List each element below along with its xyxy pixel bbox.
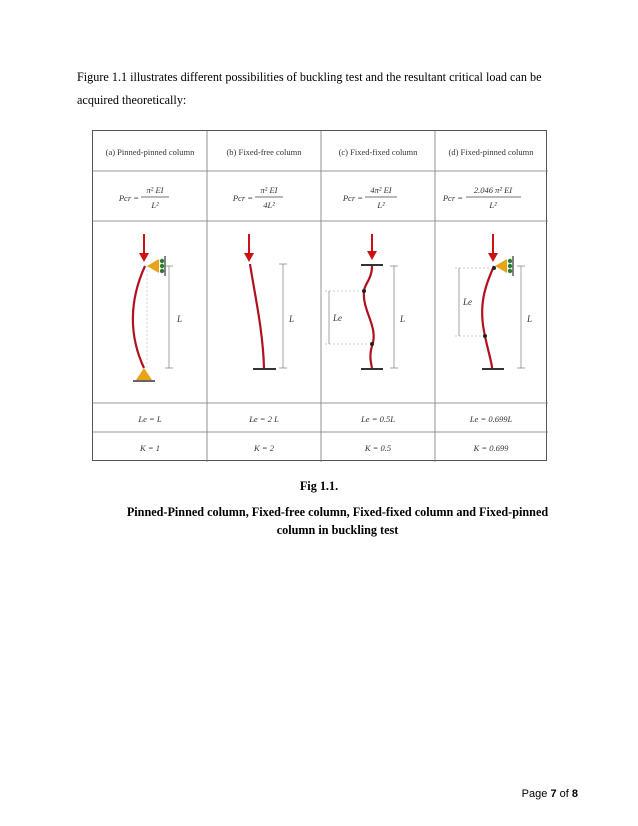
buckling-figure bbox=[92, 130, 547, 461]
intro-line-1: Figure 1.1 illustrates different possibilities of buckling test and the resultant critical load can be bbox=[77, 70, 542, 84]
caption-line-1: Pinned-Pinned column, Fixed-free column, Fixed-fixed column and Fixed-pinned bbox=[126, 505, 549, 519]
load-arrow-head bbox=[367, 251, 377, 260]
pcr-symbol: Pcr = bbox=[232, 193, 253, 203]
formula-c bbox=[342, 185, 397, 210]
length-label: L bbox=[400, 314, 406, 324]
pcr-symbol: Pcr = bbox=[118, 193, 139, 203]
pcr-numerator: 4π² EI bbox=[370, 185, 392, 195]
k-factor-b: K = 2 bbox=[254, 443, 274, 453]
buckling-figure-svg bbox=[93, 131, 548, 462]
pcr-denominator: L² bbox=[151, 200, 159, 210]
buckled-column bbox=[482, 266, 494, 368]
intro-paragraph bbox=[77, 66, 567, 112]
k-factor-c: K = 0.5 bbox=[364, 443, 392, 453]
effective-length-d: Le = 0.699L bbox=[469, 414, 513, 424]
formula-a bbox=[118, 185, 169, 210]
effective-length-b: Le = 2 L bbox=[249, 414, 279, 424]
length-label: L bbox=[527, 314, 533, 324]
column-diagram-a bbox=[133, 234, 182, 381]
of-word: of bbox=[559, 788, 569, 800]
pin-support-top bbox=[147, 259, 159, 273]
effective-length-label: Le bbox=[463, 297, 472, 307]
load-arrow-head bbox=[244, 253, 254, 262]
effective-length-c: Le = 0.5L bbox=[361, 414, 395, 424]
roller bbox=[160, 264, 164, 268]
pcr-symbol: Pcr = bbox=[342, 193, 363, 203]
roller bbox=[160, 269, 164, 273]
header-c: (c) Fixed-fixed column bbox=[338, 147, 418, 157]
page-current: 7 bbox=[550, 788, 557, 800]
inflection-point bbox=[370, 342, 374, 346]
pin-support-top bbox=[495, 259, 507, 273]
figure-caption-description bbox=[110, 503, 565, 539]
k-factor-d: K = 0.699 bbox=[473, 443, 509, 453]
header-d: (d) Fixed-pinned column bbox=[448, 147, 534, 157]
buckled-column bbox=[250, 264, 264, 368]
page-total: 8 bbox=[571, 788, 578, 800]
page-word: Page bbox=[521, 788, 548, 800]
load-arrow-head bbox=[139, 253, 149, 262]
pcr-numerator: π² EI bbox=[146, 185, 164, 195]
header-a: (a) Pinned-pinned column bbox=[105, 147, 195, 157]
pcr-denominator: L² bbox=[377, 200, 385, 210]
effective-length-label: Le bbox=[333, 313, 342, 323]
length-label: L bbox=[289, 314, 295, 324]
formula-d bbox=[442, 185, 521, 210]
inflection-point bbox=[362, 289, 366, 293]
load-arrow-head bbox=[488, 253, 498, 262]
pcr-denominator: 4L² bbox=[263, 200, 275, 210]
inflection-point bbox=[492, 266, 496, 270]
column-diagram-c bbox=[325, 234, 405, 369]
column-diagram-b bbox=[244, 234, 294, 369]
inflection-point bbox=[483, 334, 487, 338]
roller bbox=[508, 259, 512, 263]
figure-grid bbox=[93, 131, 548, 462]
pcr-symbol: Pcr = bbox=[442, 193, 463, 203]
pin-support-bottom bbox=[136, 368, 152, 380]
roller bbox=[508, 269, 512, 273]
header-b: (b) Fixed-free column bbox=[226, 147, 302, 157]
effective-length-a: Le = L bbox=[138, 414, 162, 424]
buckled-column bbox=[364, 266, 374, 368]
page-number bbox=[522, 788, 578, 800]
column-diagram-d bbox=[455, 234, 532, 369]
k-factor-a: K = 1 bbox=[140, 443, 160, 453]
roller bbox=[508, 264, 512, 268]
intro-line-2: acquired theoretically: bbox=[77, 93, 187, 107]
caption-line-2: column in buckling test bbox=[276, 523, 399, 537]
pcr-numerator: π² EI bbox=[260, 185, 278, 195]
figure-caption-title: Fig 1.1. bbox=[299, 479, 339, 493]
length-label: L bbox=[177, 314, 183, 324]
pcr-numerator: 2.046 π² EI bbox=[473, 185, 513, 195]
buckled-column bbox=[133, 266, 145, 368]
pcr-denominator: L² bbox=[489, 200, 497, 210]
formula-b bbox=[232, 185, 283, 210]
roller bbox=[160, 259, 164, 263]
